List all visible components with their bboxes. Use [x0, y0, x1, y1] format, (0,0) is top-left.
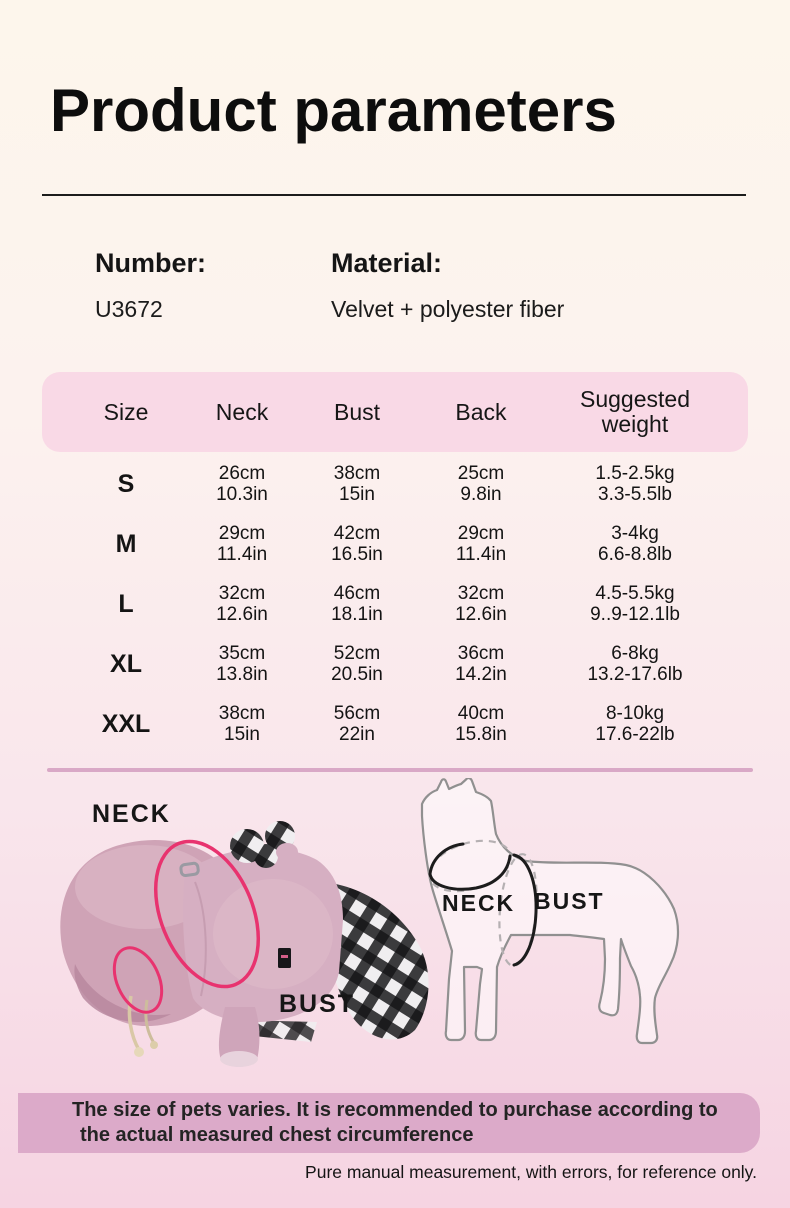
table-row: [42, 514, 748, 574]
col-size: Size: [103, 398, 149, 425]
col-weight: Suggested weight: [580, 386, 690, 437]
cell-back: 25cm 9.8in: [457, 463, 505, 505]
cell-neck: 32cm 12.6in: [216, 583, 268, 625]
cell-weight: 6-8kg 13.2-17.6lb: [587, 643, 683, 685]
cell-size: XXL: [101, 709, 151, 738]
size-table-body: [42, 454, 748, 754]
dog-measurement-sketch: [418, 778, 753, 1070]
sketch-neck-label: NECK: [442, 890, 516, 916]
cell-back: 29cm 11.4in: [455, 523, 507, 565]
notice-line1: The size of pets varies. It is recommended to purchase according to: [72, 1099, 718, 1121]
section-divider: [47, 768, 753, 772]
col-back: Back: [455, 398, 507, 425]
size-table-header: [42, 372, 748, 452]
title-divider: [42, 194, 746, 196]
table-row: [42, 694, 748, 754]
cell-weight: 1.5-2.5kg 3.3-5.5lb: [595, 463, 675, 505]
garment-photo: [35, 792, 440, 1070]
cell-back: 36cm 14.2in: [455, 643, 507, 685]
cell-bust: 46cm 18.1in: [331, 583, 383, 625]
cell-bust: 52cm 20.5in: [331, 643, 383, 685]
page-title: Product parameters: [50, 77, 617, 144]
photo-bust-label: BUST: [279, 990, 356, 1018]
cell-neck: 29cm 11.4in: [216, 523, 268, 565]
cell-bust: 42cm 16.5in: [331, 523, 383, 565]
cell-size: XL: [110, 649, 142, 678]
cell-size: S: [117, 469, 135, 498]
product-number: [95, 248, 206, 323]
cell-back: 32cm 12.6in: [455, 583, 507, 625]
col-neck: Neck: [215, 398, 269, 425]
dog-outline-illustration: [418, 778, 753, 1070]
material-label: Material:: [331, 248, 443, 278]
size-table: [42, 372, 748, 754]
table-row: [42, 454, 748, 514]
cell-neck: 35cm 13.8in: [216, 643, 268, 685]
cell-neck: 38cm 15in: [218, 703, 266, 745]
cell-bust: 56cm 22in: [333, 703, 381, 745]
sketch-bust-label: BUST: [534, 888, 605, 914]
number-value: U3672: [95, 296, 163, 322]
cell-size: M: [115, 529, 137, 558]
notice-line2: the actual measured chest circumference: [80, 1124, 474, 1146]
number-label: Number:: [95, 248, 207, 278]
cell-weight: 3-4kg 6.6-8.8lb: [598, 523, 672, 565]
cell-size: L: [118, 589, 134, 618]
cell-back: 40cm 15.8in: [455, 703, 507, 745]
table-row: [42, 634, 748, 694]
photo-neck-label: NECK: [92, 800, 171, 828]
product-material: [331, 248, 564, 323]
garment-photo-illustration: [35, 792, 440, 1070]
measurement-footnote: Pure manual measurement, with errors, for reference only.: [305, 1162, 757, 1182]
table-row: [42, 574, 748, 634]
cell-weight: 8-10kg 17.6-22lb: [595, 703, 675, 745]
size-notice-banner: [18, 1093, 760, 1153]
col-bust: Bust: [333, 398, 381, 425]
cell-weight: 4.5-5.5kg 9..9-12.1lb: [590, 583, 680, 625]
cell-neck: 26cm 10.3in: [216, 463, 268, 505]
cell-bust: 38cm 15in: [333, 463, 381, 505]
material-value: Velvet + polyester fiber: [331, 296, 565, 322]
